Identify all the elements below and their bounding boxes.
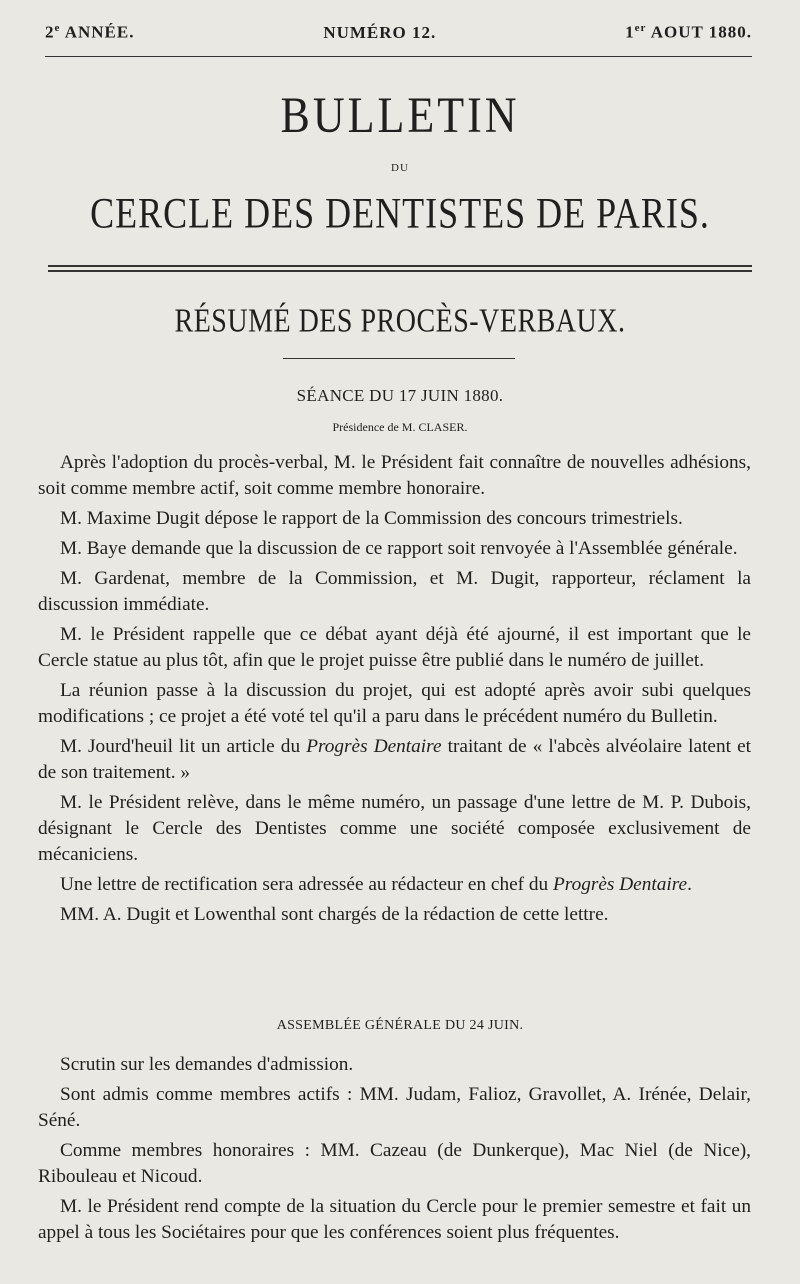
seance-body [38, 450, 751, 932]
paragraph: Comme membres honoraires : MM. Cazeau (de Dunkerque), Mac Niel (de Nice), Ribouleau et Nicoud. [38, 1140, 751, 1187]
header-annee: 2e ANNÉE. [45, 22, 135, 42]
header-date: 1er AOUT 1880. [625, 22, 752, 42]
paragraph: M. Baye demande que la discussion de ce rapport soit renvoyée à l'Assemblée générale. [60, 538, 738, 559]
assemblee-heading: ASSEMBLÉE GÉNÉRALE DU 24 JUIN. [276, 1018, 524, 1033]
paragraph-lettre: Une lettre de rectification sera adressée au rédacteur en chef du Progrès Dentaire. [60, 874, 692, 895]
running-header [45, 22, 752, 43]
masthead-double-rule [48, 265, 752, 275]
section-title: RÉSUMÉ DES PROCÈS-VERBAUX. [174, 302, 626, 340]
masthead-du: DU [391, 162, 409, 174]
presidence-line: Présidence de M. CLASER. [332, 420, 468, 434]
paragraph: La réunion passe à la discussion du projet, qui est adopté après avoir subi quelques modifications ; ce projet a été voté tel qu'il a paru dans le précédent numéro du Bulletin. [38, 680, 751, 727]
masthead-cercle: CERCLE DES DENTISTES DE PARIS. [90, 189, 710, 237]
paragraph: Après l'adoption du procès-verbal, M. le Président fait connaître de nouvelles adhésions, soit comme membre actif, soit comme membre honoraire. [38, 452, 751, 499]
paragraph: M. Maxime Dugit dépose le rapport de la Commission des concours trimestriels. [60, 508, 683, 529]
header-rule [45, 56, 752, 57]
paragraph-jourdheuil: M. Jourd'heuil lit un article du Progrès Dentaire traitant de « l'abcès alvéolaire latent et de son traitement. » [38, 736, 751, 783]
paragraph: Scrutin sur les demandes d'admission. [60, 1054, 354, 1075]
paragraph: M. le Président relève, dans le même numéro, un passage d'une lettre de M. P. Dubois, désignant le Cercle des Dentistes comme une société composée exclusivement de mécaniciens. [38, 792, 751, 865]
paragraph: M. le Président rappelle que ce débat ayant déjà été ajourné, il est important que le Cercle statue au plus tôt, afin que le projet puisse être publié dans le numéro de juillet. [38, 624, 751, 671]
paragraph: M. le Président rend compte de la situation du Cercle pour le premier semestre et fait un appel à tous les Sociétaires pour que les conférences soient plus fréquentes. [38, 1196, 751, 1243]
header-numero: NUMÉRO 12. [323, 22, 437, 42]
masthead-bulletin: BULLETIN [280, 87, 520, 144]
section-rule [283, 358, 515, 359]
paragraph: Sont admis comme membres actifs : MM. Judam, Falioz, Gravollet, A. Irénée, Delair, Séné. [38, 1084, 751, 1131]
seance-heading: SÉANCE DU 17 JUIN 1880. [296, 386, 504, 405]
paragraph: MM. A. Dugit et Lowenthal sont chargés de la rédaction de cette lettre. [60, 904, 609, 925]
paragraph: M. Gardenat, membre de la Commission, et M. Dugit, rapporteur, réclament la discussion immédiate. [38, 568, 751, 615]
assemblee-body [38, 1052, 751, 1250]
